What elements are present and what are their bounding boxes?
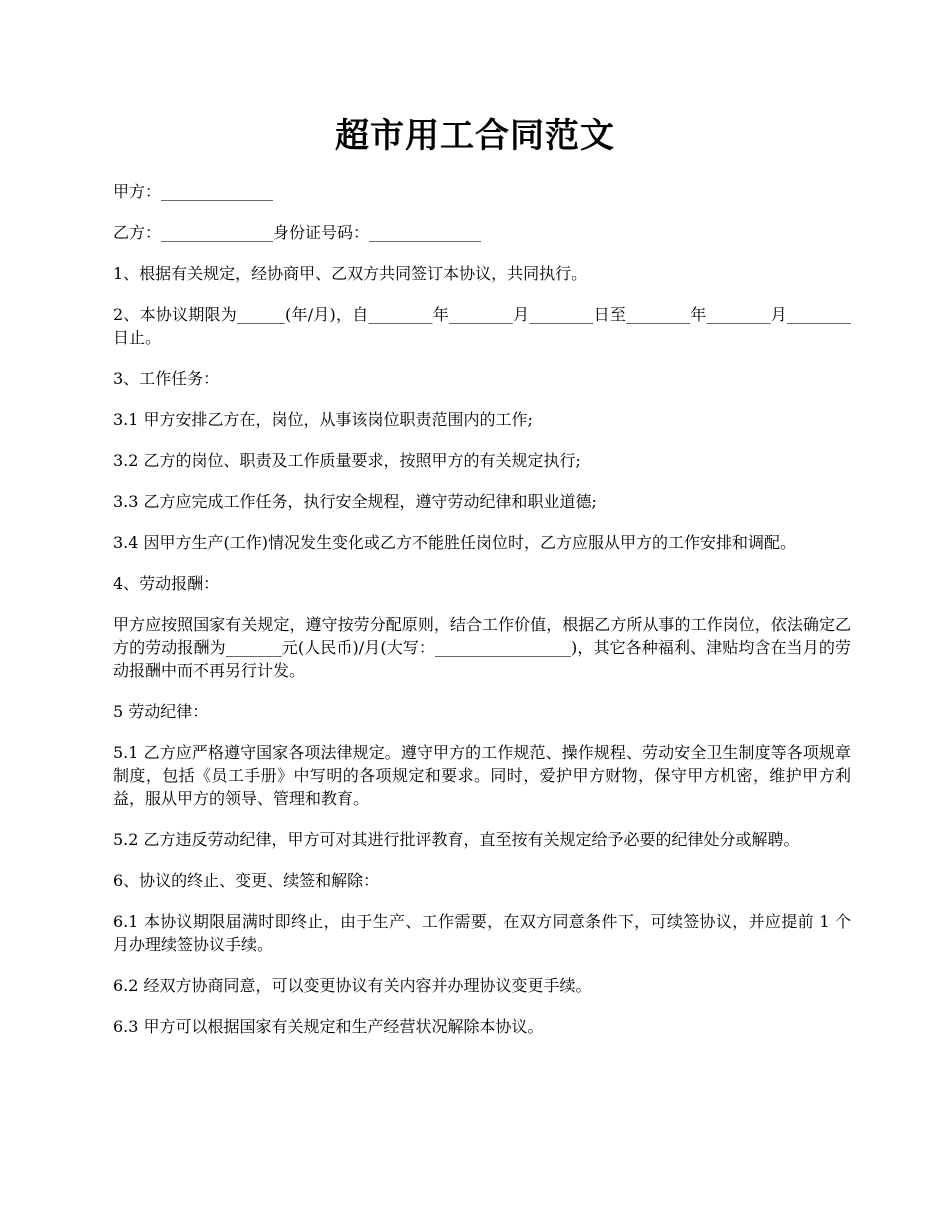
clause-3-1: 3.1 甲方安排乙方在，岗位，从事该岗位职责范围内的工作; [113, 410, 533, 429]
clause-1: 1、根据有关规定，经协商甲、乙双方共同签订本协议，共同执行。 [113, 264, 588, 283]
party-a-line: 甲方：______________ [113, 182, 274, 201]
document-title: 超市用工合同范文 [335, 116, 615, 156]
clause-3-3: 3.3 乙方应完成工作任务，执行安全规程，遵守劳动纪律和职业道德; [113, 492, 597, 511]
clause-6-2: 6.2 经双方协商同意，可以变更协议有关内容并办理协议变更手续。 [113, 976, 592, 995]
clause-5-1: 5.1 乙方应严格遵守国家各项法律规定。遵守甲方的工作规范、操作规程、劳动安全卫生制度等各项规章制度，包括《员工手册》中写明的各项规定和要求。同时，爱护甲方财物，保守甲方机密，维护甲方利益，服从甲方的领导、管理和教育。 [113, 743, 851, 808]
clause-2-term: 2、本协议期限为______(年/月)，自________年________月________日至________年________月________日止。 [113, 305, 851, 347]
section-4-heading: 4、劳动报酬： [113, 574, 220, 593]
section-3-heading: 3、工作任务： [113, 369, 220, 388]
section-5-heading: 5 劳动纪律： [113, 702, 209, 721]
clause-3-4: 3.4 因甲方生产(工作)情况发生变化或乙方不能胜任岗位时，乙方应服从甲方的工作安排和调配。 [113, 533, 797, 552]
section-6-heading: 6、协议的终止、变更、续签和解除： [113, 871, 380, 890]
clause-4-remuneration: 甲方应按照国家有关规定，遵守按劳分配原则，结合工作价值，根据乙方所从事的工作岗位，依法确定乙方的劳动报酬为_______元(人民币)/月(大写：_________________)，其它各种福利、津贴均含在当月的劳动报酬中而不再另行计发。 [113, 615, 851, 680]
document-body [113, 180, 851, 1056]
clause-6-1: 6.1 本协议期限届满时即终止，由于生产、工作需要，在双方同意条件下，可续签协议，并应提前 1 个月办理续签协议手续。 [113, 912, 851, 954]
clause-3-2: 3.2 乙方的岗位、职责及工作质量要求，按照甲方的有关规定执行; [113, 451, 581, 470]
clause-5-2: 5.2 乙方违反劳动纪律，甲方可对其进行批评教育，直至按有关规定给予必要的纪律处分或解聘。 [113, 830, 800, 849]
party-b-line: 乙方：______________身份证号码：______________ [113, 223, 482, 242]
clause-6-3: 6.3 甲方可以根据国家有关规定和生产经营状况解除本协议。 [113, 1017, 544, 1036]
